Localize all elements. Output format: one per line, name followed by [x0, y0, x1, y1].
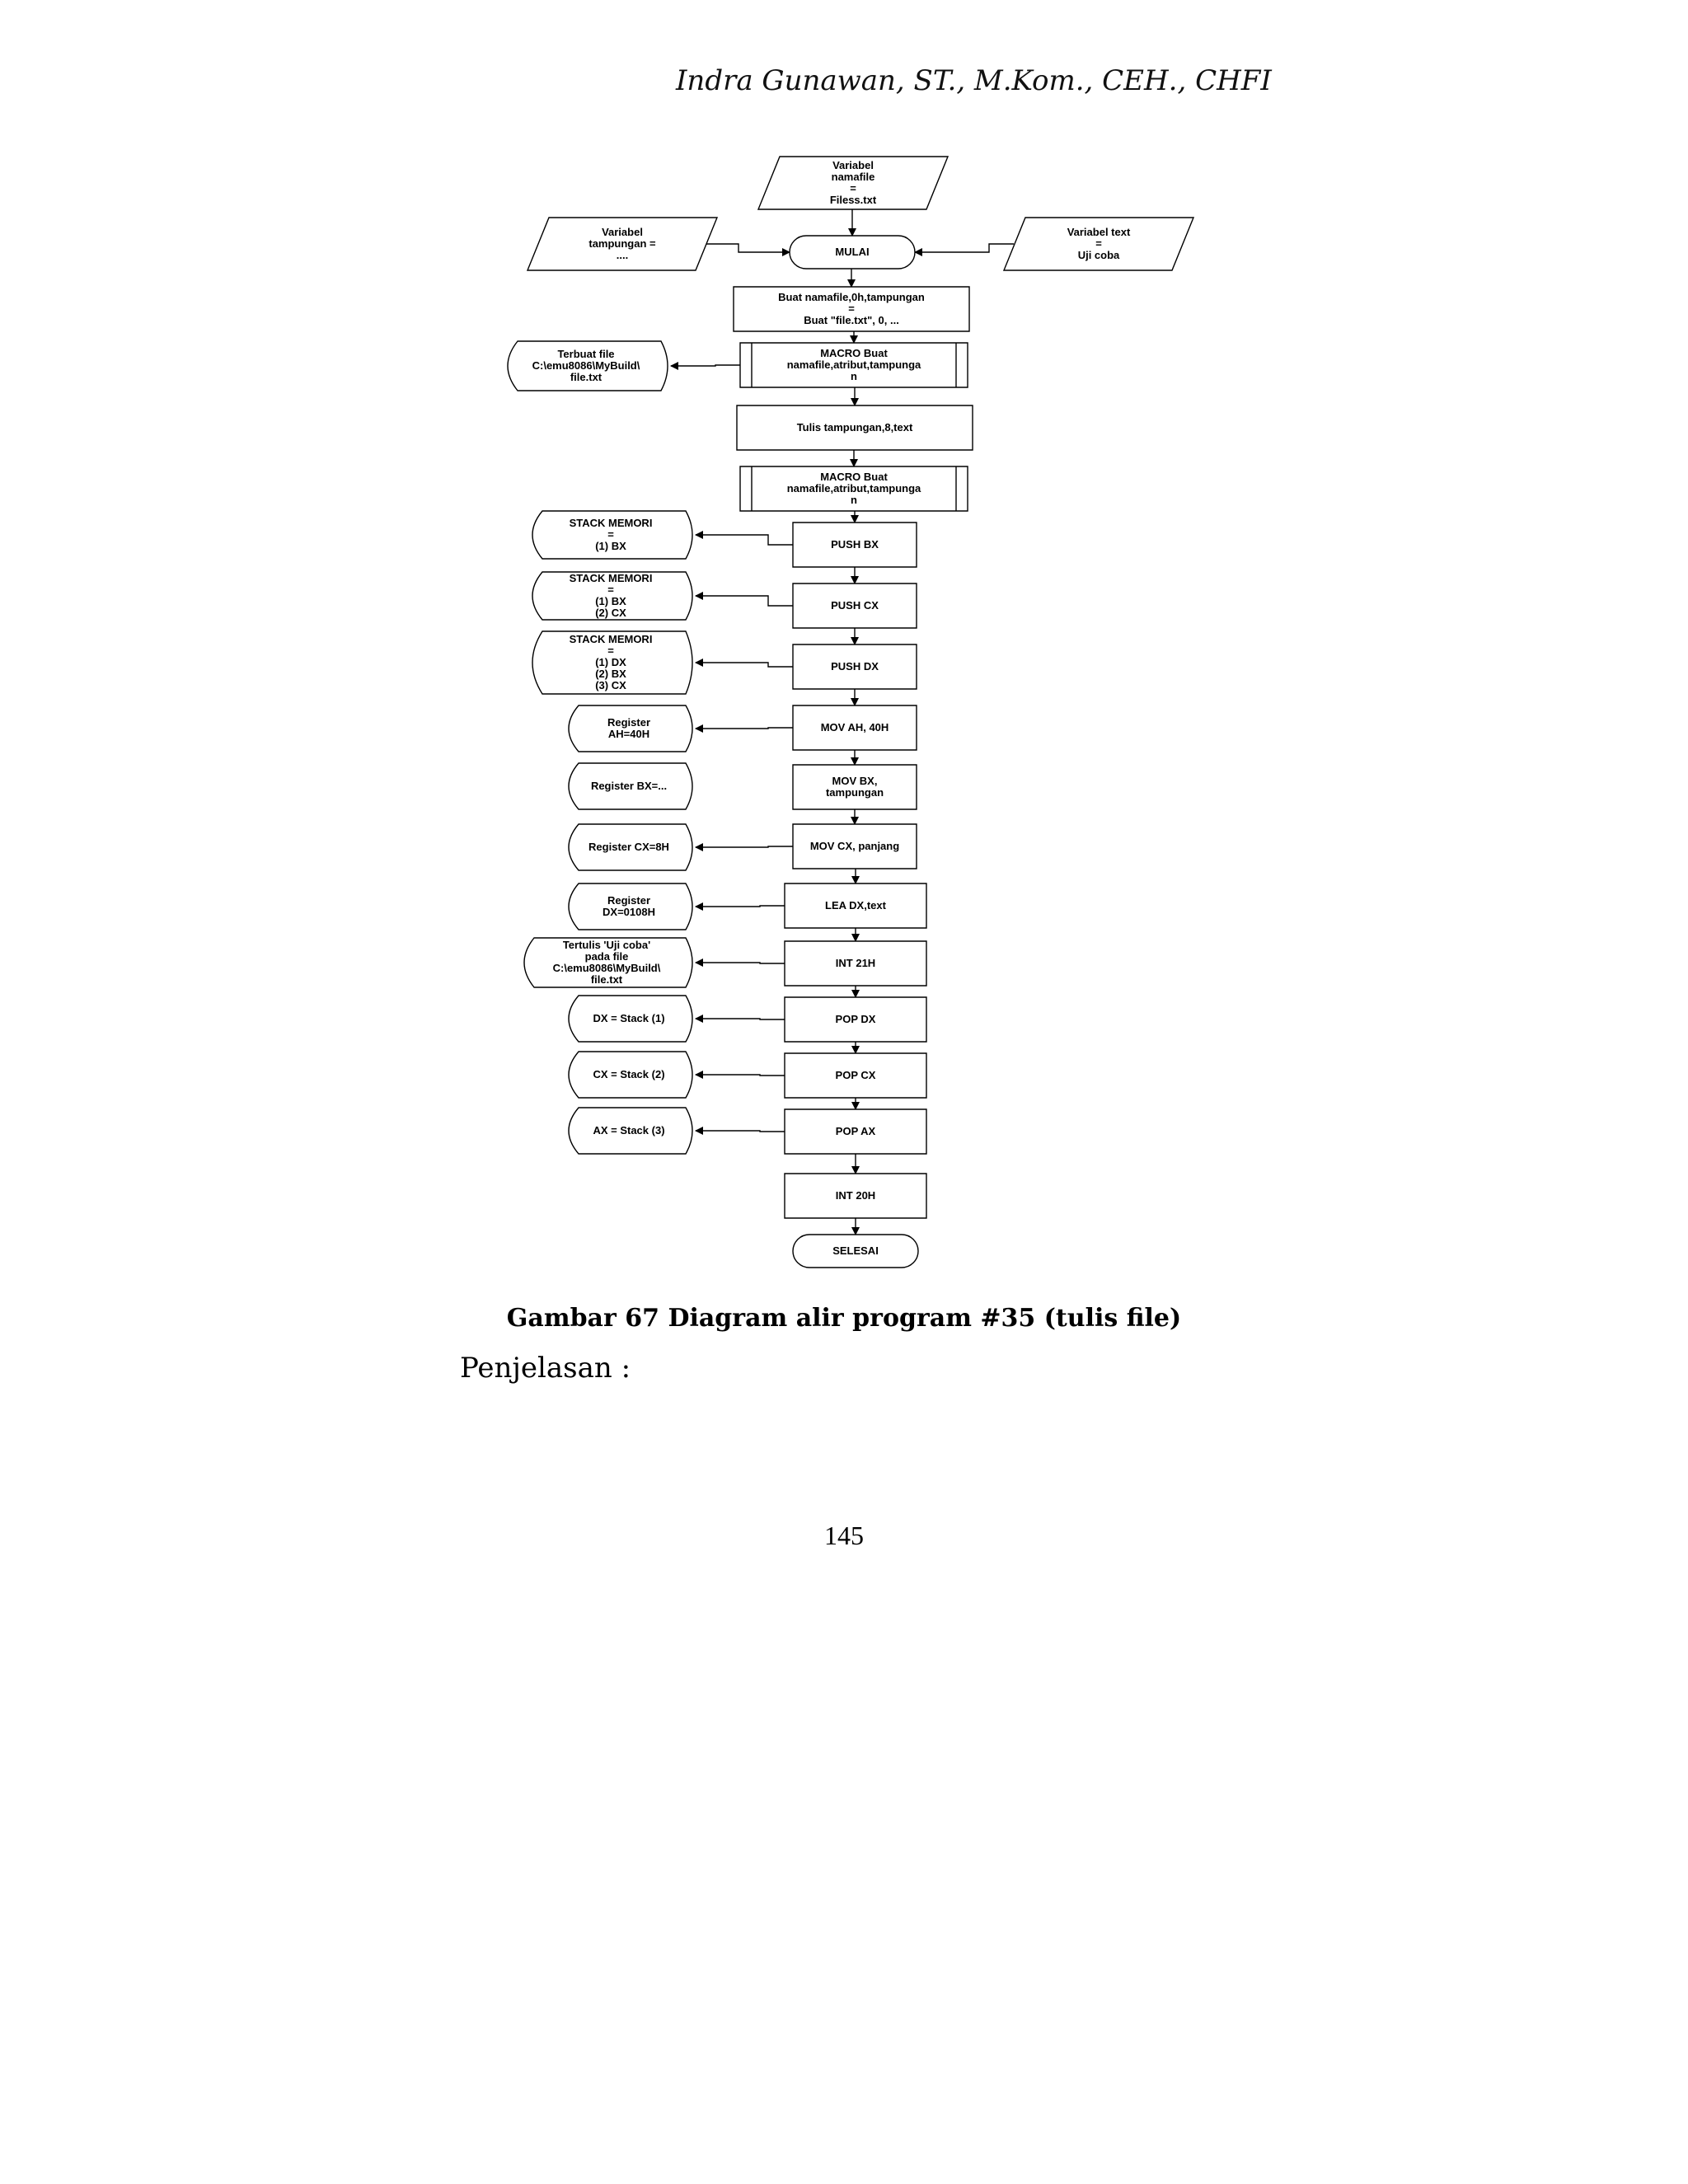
- flow-node-label: =: [607, 527, 614, 541]
- flow-node-label: =: [607, 583, 614, 596]
- flow-node-pushbx: [793, 523, 917, 567]
- flow-node-axstack: [569, 1108, 692, 1154]
- flow-node-label: file.txt: [570, 370, 603, 383]
- flow-node-label: SELESAI: [832, 1244, 879, 1257]
- flow-node-vartext: [1004, 218, 1193, 270]
- flow-node-macro1: [740, 343, 968, 387]
- flow-node-label: =: [850, 181, 856, 194]
- flow-node-label: POP AX: [835, 1124, 876, 1137]
- figure-caption: Gambar 67 Diagram alir program #35 (tulis file): [506, 1304, 1182, 1333]
- flow-node-buat: [734, 287, 969, 331]
- flow-node-label: =: [1095, 237, 1102, 250]
- flow-node-label: DX=0108H: [603, 905, 655, 918]
- flow-node-label: (2) CX: [595, 606, 626, 619]
- flow-node-label: STACK MEMORI: [569, 571, 653, 584]
- flow-node-terbuat: [508, 341, 668, 391]
- explanation-label: Penjelasan :: [460, 1352, 631, 1385]
- flow-node-tulis: [737, 405, 973, 450]
- flow-node-label: =: [607, 644, 614, 657]
- flow-node-movbx: [793, 765, 917, 809]
- flow-connector: [915, 244, 1014, 252]
- flow-node-label: MOV CX, panjang: [809, 839, 900, 852]
- flow-node-label: (1) BX: [595, 594, 626, 607]
- flow-node-label: MACRO Buat: [820, 346, 888, 359]
- flow-connector: [696, 596, 793, 606]
- flow-node-label: Variabel text: [1067, 225, 1131, 238]
- flow-node-label: n: [851, 369, 857, 382]
- flow-node-namafile: [758, 157, 948, 209]
- flow-node-label: C:\emu8086\MyBuild\: [552, 961, 661, 974]
- flow-node-movah: [793, 705, 917, 750]
- flow-connector: [671, 365, 740, 366]
- flow-node-label: pada file: [584, 949, 629, 963]
- flow-node-label: DX = Stack (1): [593, 1011, 665, 1024]
- flow-node-label: (3) CX: [595, 678, 626, 691]
- flow-node-popax: [785, 1109, 926, 1154]
- flow-node-lea: [785, 883, 926, 928]
- flow-node-pushdx: [793, 644, 917, 689]
- header-author: Indra Gunawan, ST., M.Kom., CEH., CHFI: [676, 64, 1272, 97]
- flow-node-int20: [785, 1174, 926, 1218]
- page-number: 145: [824, 1521, 864, 1550]
- flow-node-label: INT 21H: [835, 956, 876, 969]
- flow-node-label: LEA DX,text: [825, 898, 886, 912]
- flow-node-tertulis: [524, 938, 692, 987]
- flow-node-label: Register BX=...: [590, 779, 668, 792]
- flow-node-label: MOV AH, 40H: [820, 720, 889, 733]
- flow-node-regbx: [569, 763, 692, 809]
- flow-node-label: PUSH BX: [831, 537, 879, 551]
- flow-node-label: namafile,atribut,tampunga: [786, 358, 921, 371]
- flow-connector: [696, 728, 793, 729]
- flow-node-int21: [785, 941, 926, 986]
- flow-node-label: Register: [607, 893, 651, 907]
- flow-node-label: Tertulis 'Uji coba': [562, 938, 651, 951]
- flow-node-movcx: [793, 824, 917, 869]
- flow-node-regah: [569, 705, 692, 752]
- flow-node-mulai: [790, 236, 915, 269]
- flow-node-stack2: [532, 572, 692, 620]
- flow-node-label: AX = Stack (3): [593, 1123, 665, 1137]
- flow-node-pushcx: [793, 583, 917, 628]
- flow-node-label: AH=40H: [607, 727, 650, 740]
- flow-connector: [696, 1131, 785, 1132]
- flow-node-label: Terbuat file: [557, 347, 615, 360]
- flow-node-label: n: [851, 493, 857, 506]
- flow-node-label: Buat "file.txt", 0, ...: [804, 313, 899, 326]
- flow-node-regcx: [569, 824, 692, 870]
- flow-node-label: (2) BX: [595, 667, 626, 680]
- flow-connector: [696, 1075, 785, 1076]
- flow-node-stack3: [532, 631, 692, 694]
- flow-node-label: Buat namafile,0h,tampungan: [778, 290, 925, 303]
- flow-node-label: ....: [616, 248, 629, 261]
- flow-node-label: INT 20H: [835, 1188, 876, 1202]
- flow-node-label: Variabel: [602, 225, 643, 238]
- flow-node-label: namafile: [831, 170, 875, 183]
- flow-connector: [696, 663, 793, 667]
- flow-node-label: =: [848, 302, 855, 315]
- flow-connector: [696, 535, 793, 545]
- flow-node-label: Variabel: [832, 158, 874, 171]
- flow-node-label: Register: [607, 715, 651, 729]
- flow-node-regdx: [569, 883, 692, 930]
- flow-node-label: Register CX=8H: [588, 840, 669, 853]
- flow-node-label: MACRO Buat: [820, 470, 888, 483]
- flow-node-label: MOV BX,: [832, 774, 878, 787]
- flow-node-dxstack: [569, 996, 692, 1042]
- flow-node-label: namafile,atribut,tampunga: [786, 481, 921, 494]
- flow-connector: [696, 906, 785, 907]
- flow-node-label: tampungan =: [588, 237, 656, 250]
- flow-node-label: C:\emu8086\MyBuild\: [532, 359, 640, 372]
- flow-node-label: file.txt: [590, 972, 623, 986]
- flow-node-label: STACK MEMORI: [569, 516, 653, 529]
- flow-node-stack1: [532, 511, 692, 559]
- flow-node-label: Tulis tampungan,8,text: [796, 420, 913, 434]
- flow-node-label: tampungan: [825, 785, 884, 799]
- flow-node-label: POP CX: [835, 1068, 876, 1081]
- flow-node-tampungan: [528, 218, 717, 270]
- flowchart-nodes: [508, 157, 1193, 1268]
- flow-node-label: (1) BX: [595, 539, 626, 552]
- flow-node-cxstack: [569, 1052, 692, 1098]
- flow-node-label: Uji coba: [1077, 248, 1120, 261]
- flow-node-label: POP DX: [835, 1012, 876, 1025]
- flow-node-label: PUSH DX: [831, 659, 879, 673]
- flow-node-popcx: [785, 1053, 926, 1098]
- flow-node-label: CX = Stack (2): [593, 1067, 665, 1080]
- flow-node-popdx: [785, 997, 926, 1042]
- flow-node-label: Filess.txt: [829, 193, 877, 206]
- flow-node-label: MULAI: [835, 245, 870, 258]
- flow-connector: [696, 846, 793, 847]
- flow-node-label: (1) DX: [595, 655, 626, 668]
- flow-node-label: STACK MEMORI: [569, 632, 653, 645]
- flow-node-label: PUSH CX: [831, 598, 879, 612]
- flow-node-selesai: [793, 1235, 918, 1268]
- flow-node-macro2: [740, 466, 968, 511]
- flow-connector: [706, 244, 790, 252]
